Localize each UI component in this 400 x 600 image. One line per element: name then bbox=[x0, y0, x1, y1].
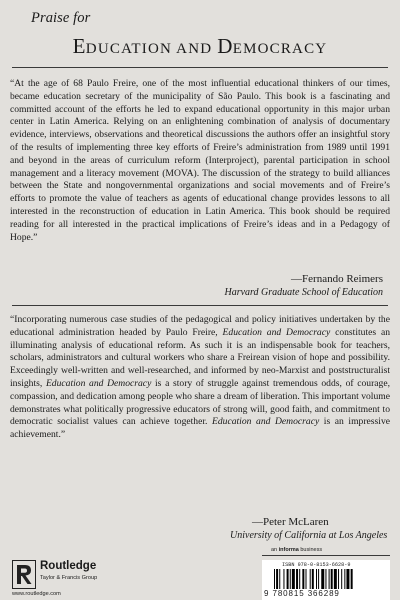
quote-mclaren-part-2: constitutes an illuminating analysis of educational reform. As such it is an indispensable book for teachers, scholars, administrators and cultural workers who share a Freirean vision of hope and possibility. Exceedingly well-written and well-researched, and informed by neo-Marxist and poststructuralist insights, bbox=[10, 326, 391, 389]
title-initial-1: E bbox=[72, 34, 86, 58]
quote-mclaren-title-1: Education and Democracy bbox=[222, 326, 331, 338]
title-part-1: DUCATION AND bbox=[85, 41, 218, 57]
publisher-url: www.routledge.com bbox=[12, 591, 61, 597]
isbn-label: ISBN 978-0-8153-6628-9 bbox=[282, 562, 351, 568]
isbn-digits: 9 780815 366289 bbox=[264, 589, 340, 598]
publisher-divider bbox=[262, 555, 390, 556]
middle-divider bbox=[12, 305, 388, 306]
top-divider bbox=[12, 67, 388, 68]
attribution-reimers bbox=[224, 272, 383, 299]
title-part-2: EMOCRACY bbox=[232, 41, 328, 57]
quote-reimers: “At the age of 68 Paulo Freire, one of the most influential educational thinkers of our times, became education secretary of the municipality of São Paulo. This book is a fascinating and committed account of the efforts he led to expand educational opportunity in this major urban center in Latin America. Relying on an enlightening combination of analysis of documentary evidence, interviews, observations and theoretical discussions the authors offer an insightful story of the results of implementing three key efforts of Freire’s administration from 1989 until 1991 and beyond in the areas of curriculum reform (Interproject), parental participation in school management and a literacy movement (MOVA). The discussion of the strategy to build alliances between the State and nongovernmental organizations and social movements and of Freire’s efforts to promote the value of teachers as agents of educational change provides lessons to all interested in the reconstruction of education in Latin America. This book should be required reading for all interested in the practical implications of Freire’s ideas and in a Pedagogy of Hope.” bbox=[10, 78, 390, 243]
praise-label: Praise for bbox=[31, 10, 91, 26]
routledge-r-icon bbox=[12, 560, 36, 589]
affiliation-reimers: Harvard Graduate School of Education bbox=[224, 287, 383, 299]
affiliation-mclaren: University of California at Los Angeles bbox=[230, 530, 388, 542]
quote-mclaren-part-4: is an impressive achievement.” bbox=[10, 416, 390, 441]
publisher-name: Routledge bbox=[40, 560, 97, 572]
author-mclaren: —Peter McLaren bbox=[252, 516, 329, 528]
quote-mclaren bbox=[10, 314, 390, 442]
routledge-logo bbox=[12, 560, 152, 590]
title-initial-2: D bbox=[217, 34, 233, 58]
publisher-group: Taylor & Francis Group bbox=[40, 575, 98, 581]
informa-suffix: business bbox=[298, 547, 323, 553]
barcode-bars bbox=[274, 569, 382, 589]
informa-brand: informa bbox=[278, 547, 299, 553]
quote-mclaren-title-3: Education and Democracy bbox=[212, 416, 320, 428]
author-reimers: —Fernando Reimers bbox=[291, 273, 383, 285]
informa-prefix: an bbox=[271, 547, 279, 553]
book-title bbox=[0, 34, 400, 59]
quote-mclaren-part-3: is a story of struggle against tremendous odds, of courage, compassion, and dedication among people who share a dream of liberation. This important volume demonstrates what politically progressive educators of strong will, good faith, and commitment to democratic socialist values can achieve together. bbox=[10, 377, 391, 428]
quote-mclaren-title-2: Education and Democracy bbox=[45, 377, 152, 389]
barcode bbox=[262, 560, 390, 600]
informa-business-label bbox=[271, 547, 322, 553]
quote-mclaren-part-1: “Incorporating numerous case studies of the pedagogical and policy initiatives undertaken by the educational administration headed by Paulo Freire, bbox=[10, 314, 390, 338]
attribution-mclaren bbox=[230, 515, 387, 542]
